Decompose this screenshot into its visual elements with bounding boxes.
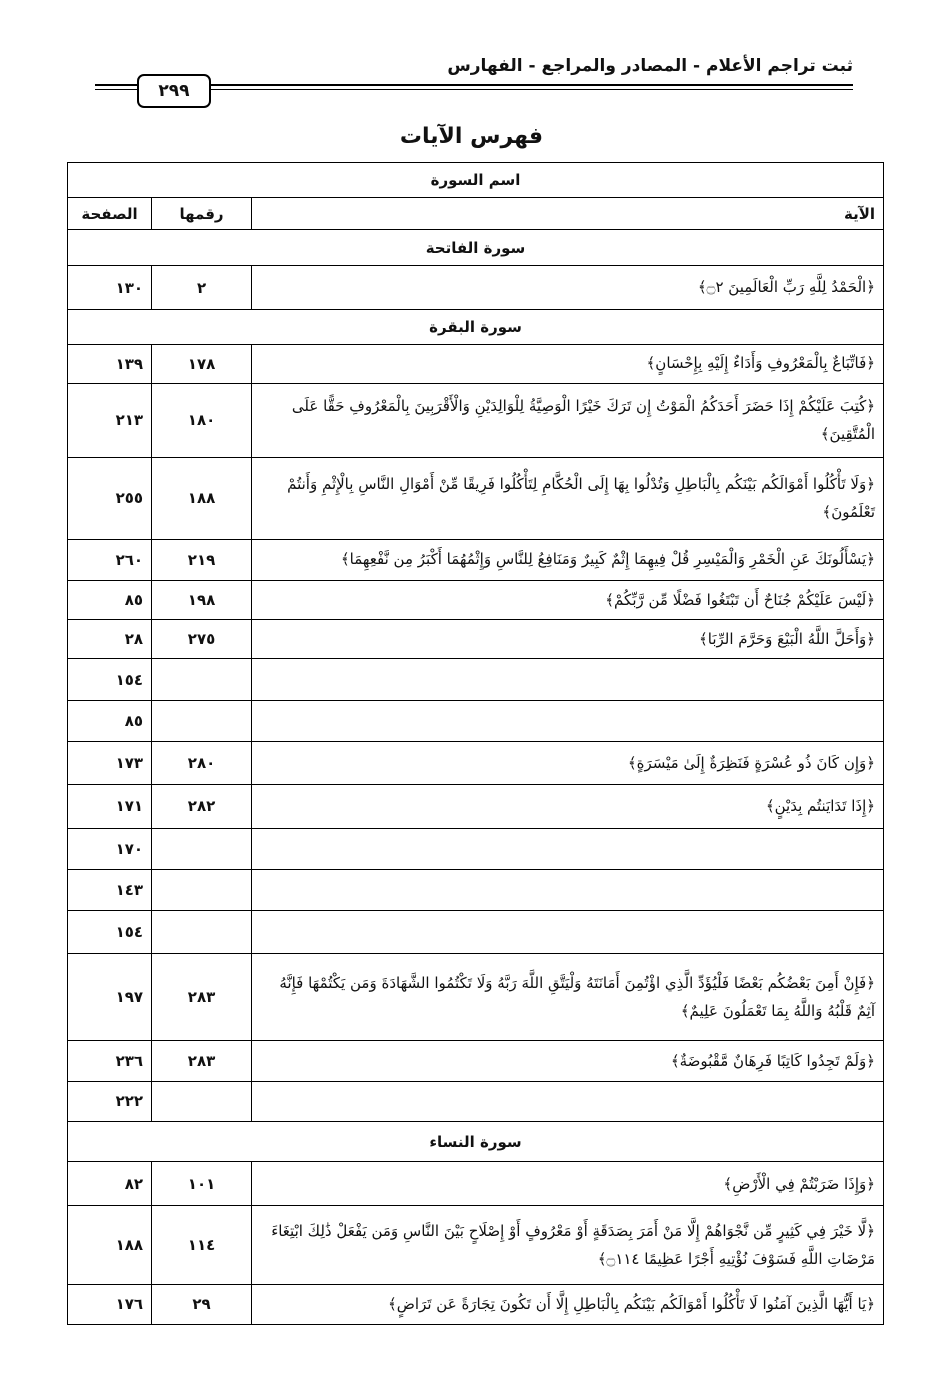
page-reference: ٨٥ (68, 701, 152, 742)
table-row (68, 1206, 884, 1285)
verse-column-header: الآية (252, 197, 884, 230)
verse-text: ﴿وَلَمْ تَجِدُوا كَاتِبًا فَرِهَانٌ مَّقْبُوضَةٌ﴾ (252, 1040, 884, 1081)
verse-number: ٢٨٠ (152, 741, 252, 784)
verse-text: ﴿فَاتِّبَاعٌ بِالْمَعْرُوفِ وَأَدَاءٌ إِلَيْهِ بِإِحْسَانٍ﴾ (252, 344, 884, 383)
verse-text: ﴿إِذَا تَدَايَنتُم بِدَيْنٍ﴾ (252, 784, 884, 828)
table-row (68, 344, 884, 383)
surah-row (68, 1121, 884, 1162)
verse-text: ﴿وَإِن كَانَ ذُو عُسْرَةٍ فَنَظِرَةٌ إِلَىٰ مَيْسَرَةٍ﴾ (252, 741, 884, 784)
page-reference: ١٧١ (68, 784, 152, 828)
table-row (68, 954, 884, 1041)
table-row (68, 741, 884, 784)
table-row (68, 1081, 884, 1121)
verse-text (252, 828, 884, 870)
page-reference: ٢٥٥ (68, 458, 152, 540)
table-row (68, 539, 884, 580)
page-reference: ١٤٣ (68, 870, 152, 911)
verse-text: ﴿يَا أَيُّهَا الَّذِينَ آمَنُوا لَا تَأْكُلُوا أَمْوَالَكُم بَيْنَكُم بِالْبَاطِلِ إِلَّا أَن تَكُونَ تِجَارَةً عَن تَرَاضٍ﴾ (252, 1284, 884, 1324)
verse-number: ٢٨٣ (152, 954, 252, 1041)
table-row (68, 1284, 884, 1324)
surah-name: سورة النساء (68, 1121, 884, 1162)
verse-text: ﴿لَّا خَيْرَ فِي كَثِيرٍ مِّن نَّجْوَاهُمْ إِلَّا مَنْ أَمَرَ بِصَدَقَةٍ أَوْ مَعْرُوفٍ أَوْ إِصْلَاحٍ بَيْنَ النَّاسِ وَمَن يَفْعَلْ ذَٰلِكَ ابْتِغَاءَ مَرْضَاتِ اللَّهِ فَسَوْفَ نُؤْتِيهِ أَجْرًا عَظِيمًا ۝١١٤﴾ (252, 1206, 884, 1285)
verse-number: ٢٩ (152, 1284, 252, 1324)
verse-number (152, 1081, 252, 1121)
table-row (68, 383, 884, 458)
page-reference: ١٥٤ (68, 659, 152, 701)
surah-name: سورة البقرة (68, 310, 884, 345)
verse-number: ٢٨٣ (152, 1040, 252, 1081)
table-group-header-row (68, 163, 884, 198)
verse-text (252, 911, 884, 954)
surah-row (68, 310, 884, 345)
page-number: ٢٩٩ (137, 74, 211, 108)
verse-text: ﴿وَلَا تَأْكُلُوا أَمْوَالَكُم بَيْنَكُم بِالْبَاطِلِ وَتُدْلُوا بِهَا إِلَى الْحُكَّامِ لِتَأْكُلُوا فَرِيقًا مِّنْ أَمْوَالِ النَّاسِ بِالْإِثْمِ وَأَنتُمْ تَعْلَمُونَ﴾ (252, 458, 884, 540)
table-row (68, 870, 884, 911)
table-row (68, 828, 884, 870)
page-header (95, 48, 853, 108)
verse-text: ﴿كُتِبَ عَلَيْكُمْ إِذَا حَضَرَ أَحَدَكُمُ الْمَوْتُ إِن تَرَكَ خَيْرًا الْوَصِيَّةُ لِلْوَالِدَيْنِ وَالْأَقْرَبِينَ بِالْمَعْرُوفِ حَقًّا عَلَى الْمُتَّقِينَ﴾ (252, 383, 884, 458)
page-reference: ١٧٦ (68, 1284, 152, 1324)
surah-name-header: اسم السورة (68, 163, 884, 198)
number-column-header: رقمها (152, 197, 252, 230)
page-reference: ٨٢ (68, 1162, 152, 1206)
table-row (68, 458, 884, 540)
verse-text: ﴿يَسْأَلُونَكَ عَنِ الْخَمْرِ وَالْمَيْسِرِ قُلْ فِيهِمَا إِثْمٌ كَبِيرٌ وَمَنَافِعُ لِلنَّاسِ وَإِثْمُهُمَا أَكْبَرُ مِن نَّفْعِهِمَا﴾ (252, 539, 884, 580)
verse-number: ٢٧٥ (152, 620, 252, 659)
verse-text: ﴿فَإِنْ أَمِنَ بَعْضُكُم بَعْضًا فَلْيُؤَدِّ الَّذِي اؤْتُمِنَ أَمَانَتَهُ وَلْيَتَّقِ اللَّهَ رَبَّهُ وَلَا تَكْتُمُوا الشَّهَادَةَ وَمَن يَكْتُمْهَا فَإِنَّهُ آثِمٌ قَلْبُهُ وَاللَّهُ بِمَا تَعْمَلُونَ عَلِيمٌ﴾ (252, 954, 884, 1041)
table-row (68, 1040, 884, 1081)
verse-number: ١٩٨ (152, 580, 252, 620)
verse-number: ٢ (152, 266, 252, 310)
page-title: فهرس الآيات (399, 124, 544, 149)
verse-number: ١١٤ (152, 1206, 252, 1285)
verse-text: ﴿الْحَمْدُ لِلَّهِ رَبِّ الْعَالَمِينَ ۝٢﴾ (252, 266, 884, 310)
verse-number: ١٨٨ (152, 458, 252, 540)
verse-number (152, 659, 252, 701)
table-row (68, 620, 884, 659)
verse-number (152, 870, 252, 911)
verse-text (252, 870, 884, 911)
verse-number (152, 911, 252, 954)
verse-text: ﴿وَأَحَلَّ اللَّهُ الْبَيْعَ وَحَرَّمَ الرِّبَا﴾ (252, 620, 884, 659)
surah-row (68, 230, 884, 266)
table-row (68, 701, 884, 742)
table-row (68, 1162, 884, 1206)
page-reference: ٢٦٠ (68, 539, 152, 580)
page-reference: ٨٥ (68, 580, 152, 620)
verse-text (252, 1081, 884, 1121)
page-reference: ٢١٣ (68, 383, 152, 458)
verse-text (252, 701, 884, 742)
table-row (68, 784, 884, 828)
table-row (68, 580, 884, 620)
verse-number: ٢١٩ (152, 539, 252, 580)
verse-index-table (67, 162, 884, 1325)
verse-number: ١٧٨ (152, 344, 252, 383)
verse-number: ١٠١ (152, 1162, 252, 1206)
surah-name: سورة الفاتحة (68, 230, 884, 266)
table-row (68, 659, 884, 701)
page-reference: ١٣٩ (68, 344, 152, 383)
page-reference: ١٣٠ (68, 266, 152, 310)
running-title: ثبت تراجم الأعلام - المصادر والمراجع - الفهارس (447, 56, 853, 76)
page-reference: ١٥٤ (68, 911, 152, 954)
verse-text: ﴿وَإِذَا ضَرَبْتُمْ فِي الْأَرْضِ﴾ (252, 1162, 884, 1206)
page-reference: ٢٨ (68, 620, 152, 659)
page-column-header: الصفحة (68, 197, 152, 230)
page-reference: ١٧٣ (68, 741, 152, 784)
verse-number: ١٨٠ (152, 383, 252, 458)
page-reference: ١٩٧ (68, 954, 152, 1041)
verse-number (152, 701, 252, 742)
verse-text: ﴿لَيْسَ عَلَيْكُمْ جُنَاحٌ أَن تَبْتَغُوا فَضْلًا مِّن رَّبِّكُمْ﴾ (252, 580, 884, 620)
page-reference: ٢٣٦ (68, 1040, 152, 1081)
verse-text (252, 659, 884, 701)
table-row (68, 911, 884, 954)
page-reference: ٢٢٢ (68, 1081, 152, 1121)
page-reference: ١٨٨ (68, 1206, 152, 1285)
table-column-header-row (68, 197, 884, 230)
verse-number: ٢٨٢ (152, 784, 252, 828)
table-row (68, 266, 884, 310)
page-reference: ١٧٠ (68, 828, 152, 870)
verse-number (152, 828, 252, 870)
